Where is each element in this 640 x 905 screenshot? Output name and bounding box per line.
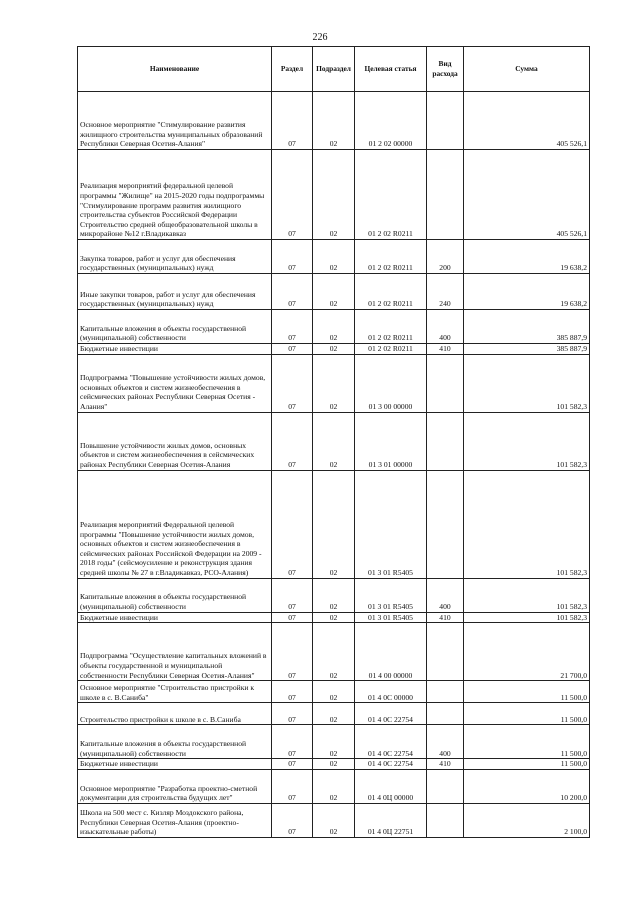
cell-section: 07 [272,759,313,770]
cell-section: 07 [272,725,313,759]
cell-subsection: 02 [313,759,355,770]
cell-subsection: 02 [313,612,355,623]
cell-amount: 101 582,3 [464,612,590,623]
cell-expense-type [427,412,464,470]
cell-name: Подпрограмма "Осуществление капитальных вложений в объекты государственной и муниципальной собственности Республики Северная Осетия-Алания" [78,623,272,681]
table-row [78,725,590,759]
page-number: 226 [312,32,328,43]
cell-section: 07 [272,578,313,612]
cell-section: 07 [272,769,313,803]
cell-subsection: 02 [313,769,355,803]
cell-expense-type: 410 [427,612,464,623]
cell-name: Капитальные вложения в объекты государственной (муниципальной) собственности [78,578,272,612]
budget-table [77,46,590,838]
cell-expense-type [427,92,464,150]
cell-name: Капитальные вложения в объекты государственной (муниципальной) собственности [78,725,272,759]
cell-expense-type: 240 [427,274,464,310]
cell-subsection: 02 [313,274,355,310]
cell-expense-type: 400 [427,578,464,612]
cell-amount: 385 887,9 [464,310,590,344]
cell-amount: 101 582,3 [464,412,590,470]
cell-subsection: 02 [313,344,355,355]
cell-subsection: 02 [313,150,355,240]
cell-name: Бюджетные инвестиции [78,344,272,355]
cell-section: 07 [272,412,313,470]
cell-expense-type [427,769,464,803]
cell-subsection: 02 [313,703,355,725]
cell-section: 07 [272,310,313,344]
cell-subsection: 02 [313,681,355,703]
cell-expense-type: 410 [427,759,464,770]
cell-amount: 405 526,1 [464,92,590,150]
table-row [78,623,590,681]
cell-expense-type [427,681,464,703]
cell-subsection: 02 [313,92,355,150]
cell-article: 01 4 0С 22754 [355,725,427,759]
cell-subsection: 02 [313,623,355,681]
cell-name: Подпрограмма "Повышение устойчивости жилых домов, основных объектов и систем жизнеобеспечения в сейсмических районах Республики Северная Осетия - Алания" [78,354,272,412]
cell-section: 07 [272,681,313,703]
cell-section: 07 [272,344,313,355]
cell-expense-type [427,703,464,725]
cell-article: 01 4 00 00000 [355,623,427,681]
cell-article: 01 3 01 R5405 [355,470,427,578]
cell-article: 01 4 0Ц 22751 [355,803,427,837]
cell-article: 01 2 02 R0211 [355,344,427,355]
cell-section: 07 [272,150,313,240]
cell-name: Реализация мероприятий федеральной целевой программы "Жилище" на 2015-2020 годы подпрограммы "Стимулирование программ развития жилищного строительства субъектов Российской Федерации Строительство средней общеобразовательной школы в микрорайоне №12 г.Владикавказ [78,150,272,240]
cell-expense-type: 400 [427,310,464,344]
cell-subsection: 02 [313,803,355,837]
cell-amount: 385 887,9 [464,344,590,355]
cell-expense-type [427,623,464,681]
cell-amount: 101 582,3 [464,354,590,412]
cell-amount: 21 700,0 [464,623,590,681]
header-amount: Сумма [464,47,590,92]
cell-article: 01 4 0С 00000 [355,681,427,703]
cell-article: 01 4 0Ц 00000 [355,769,427,803]
header-expense-type: Вид расхода [427,47,464,92]
cell-section: 07 [272,612,313,623]
cell-name: Бюджетные инвестиции [78,759,272,770]
cell-amount: 11 500,0 [464,759,590,770]
header-section: Раздел [272,47,313,92]
table-row [78,470,590,578]
cell-amount: 2 100,0 [464,803,590,837]
table-row [78,150,590,240]
cell-section: 07 [272,803,313,837]
cell-section: 07 [272,470,313,578]
cell-amount: 405 526,1 [464,150,590,240]
cell-section: 07 [272,703,313,725]
cell-expense-type [427,354,464,412]
cell-name: Основное мероприятие "Строительство пристройки к школе в с. В.Саниба" [78,681,272,703]
cell-subsection: 02 [313,725,355,759]
cell-article: 01 3 00 00000 [355,354,427,412]
table-row [78,759,590,770]
cell-article: 01 3 01 R5405 [355,612,427,623]
cell-article: 01 3 01 R5405 [355,578,427,612]
cell-name: Закупка товаров, работ и услуг для обеспечения государственных (муниципальных) нужд [78,240,272,274]
header-subsection: Подраздел [313,47,355,92]
table-row [78,354,590,412]
cell-article: 01 2 02 R0211 [355,274,427,310]
header-article: Целевая статья [355,47,427,92]
cell-article: 01 2 02 R0211 [355,310,427,344]
table-row [78,240,590,274]
cell-article: 01 2 02 00000 [355,92,427,150]
table-row [78,344,590,355]
cell-article: 01 2 02 R0211 [355,240,427,274]
header-name: Наименование [78,47,272,92]
cell-amount: 19 638,2 [464,274,590,310]
cell-section: 07 [272,354,313,412]
table-row [78,310,590,344]
cell-section: 07 [272,240,313,274]
cell-name: Капитальные вложения в объекты государственной (муниципальной) собственности [78,310,272,344]
cell-name: Иные закупки товаров, работ и услуг для обеспечения государственных (муниципальных) нужд [78,274,272,310]
cell-section: 07 [272,623,313,681]
cell-article: 01 2 02 R0211 [355,150,427,240]
cell-subsection: 02 [313,578,355,612]
cell-article: 01 3 01 00000 [355,412,427,470]
table-row [78,274,590,310]
cell-amount: 10 200,0 [464,769,590,803]
cell-article: 01 4 0С 22754 [355,759,427,770]
table-row [78,803,590,837]
table-row [78,412,590,470]
cell-section: 07 [272,274,313,310]
cell-name: Основное мероприятие "Разработка проектно-сметной документации для строительства будущих лет" [78,769,272,803]
cell-expense-type [427,803,464,837]
cell-expense-type [427,150,464,240]
cell-amount: 11 500,0 [464,681,590,703]
table-header-row [78,47,590,92]
cell-name: Повышение устойчивости жилых домов, основных объектов и систем жизнеобеспечения в сейсмических районах Республики Северная Осетия-Алания [78,412,272,470]
table-row [78,769,590,803]
cell-expense-type: 410 [427,344,464,355]
table-row [78,703,590,725]
cell-subsection: 02 [313,354,355,412]
table-row [78,612,590,623]
cell-subsection: 02 [313,470,355,578]
cell-amount: 19 638,2 [464,240,590,274]
cell-amount: 101 582,3 [464,470,590,578]
cell-subsection: 02 [313,240,355,274]
cell-section: 07 [272,92,313,150]
cell-amount: 11 500,0 [464,703,590,725]
table-row [78,578,590,612]
cell-amount: 11 500,0 [464,725,590,759]
cell-subsection: 02 [313,310,355,344]
cell-expense-type: 400 [427,725,464,759]
cell-expense-type [427,470,464,578]
cell-expense-type: 200 [427,240,464,274]
cell-name: Школа на 500 мест с. Кизляр Моздокского района, Республики Северная Осетия-Алания (проектно-изыскательные работы) [78,803,272,837]
cell-amount: 101 582,3 [464,578,590,612]
cell-name: Бюджетные инвестиции [78,612,272,623]
table-row [78,681,590,703]
table-row [78,92,590,150]
cell-article: 01 4 0С 22754 [355,703,427,725]
cell-name: Строительство пристройки к школе в с. В.Саниба [78,703,272,725]
cell-subsection: 02 [313,412,355,470]
cell-name: Реализация мероприятий Федеральной целевой программы "Повышение устойчивости жилых домов, основных объектов и систем жизнеобеспечения в сейсмических районах Российской Федерации на 2009 - 2018 годы" (сейсмоусиление и реконструкция здания средней школы № 27 в г.Владикавказ, РСО-Алания) [78,470,272,578]
cell-name: Основное мероприятие "Стимулирование развития жилищного строительства муниципальных образований Республики Северная Осетия-Алания" [78,92,272,150]
